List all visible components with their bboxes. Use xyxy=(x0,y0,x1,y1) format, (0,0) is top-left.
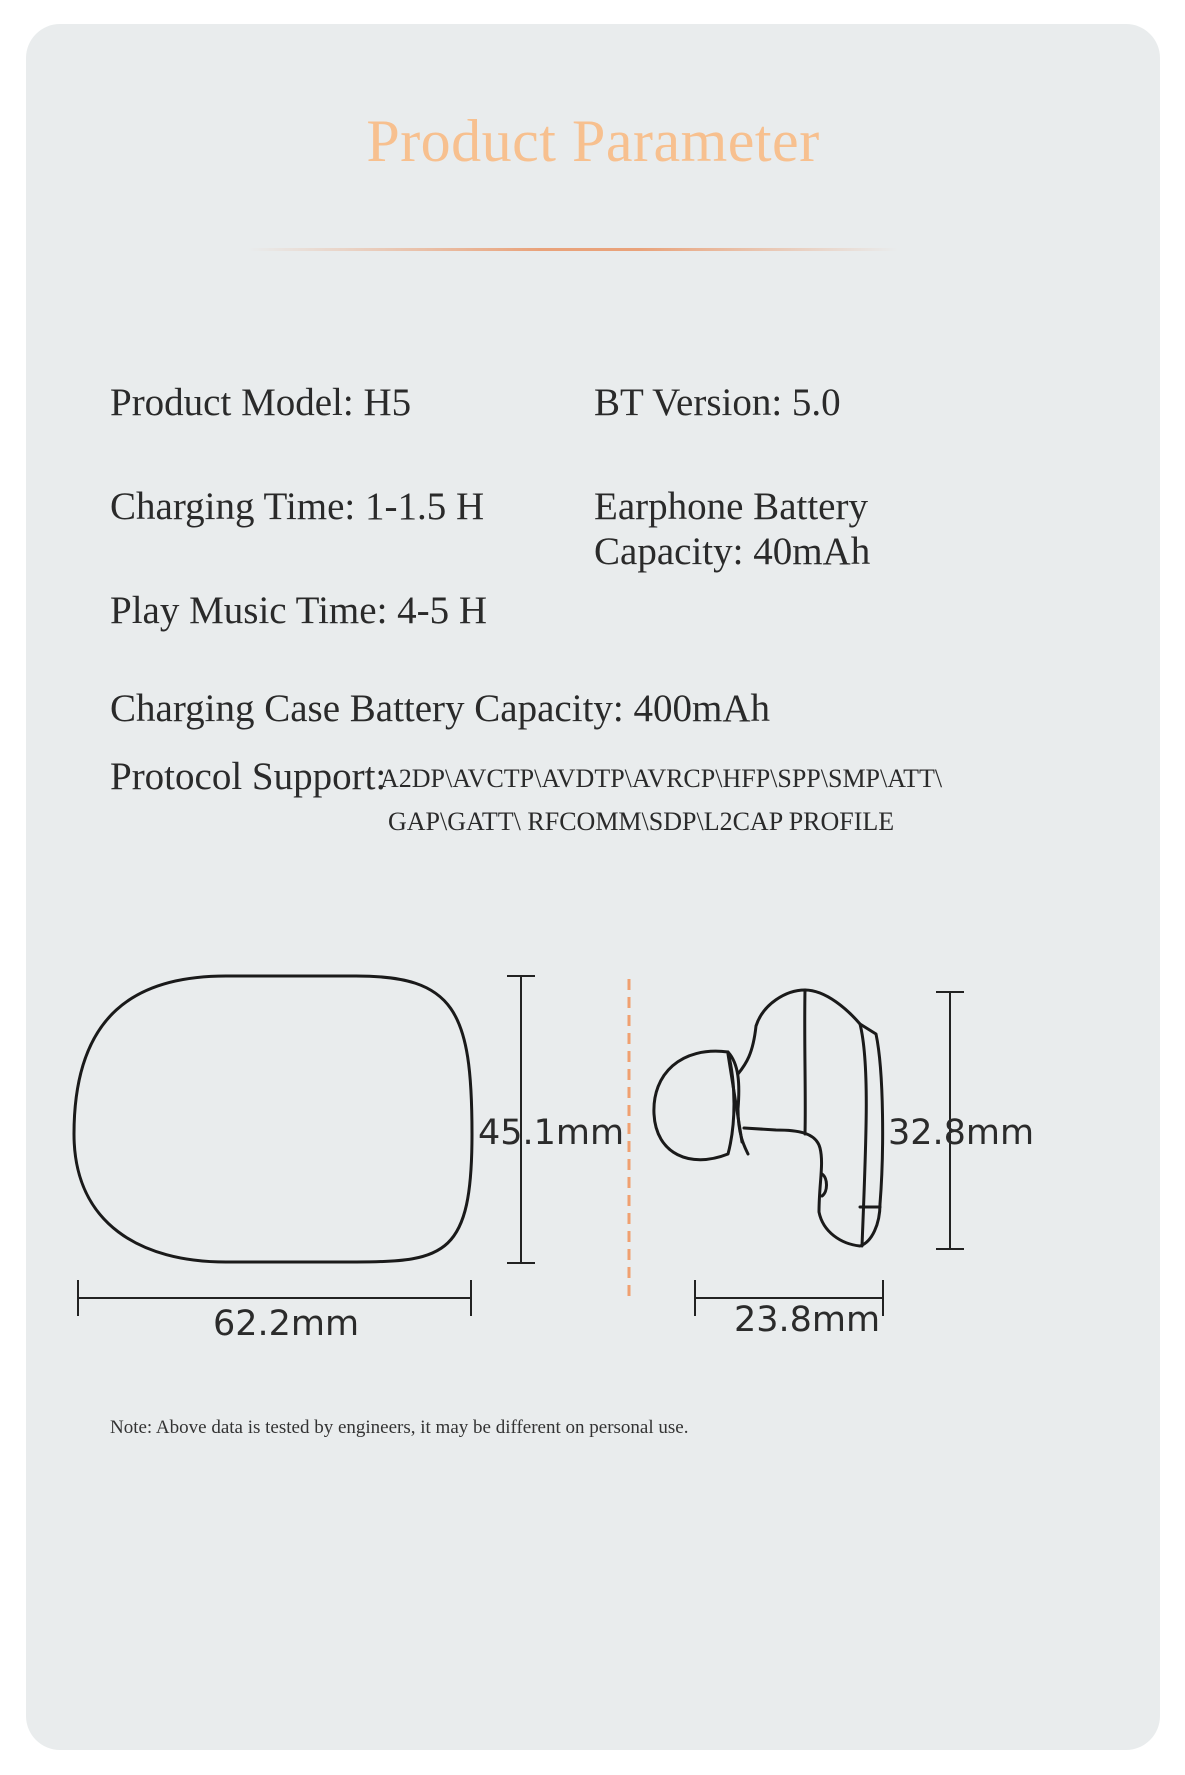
charging-case-outline xyxy=(74,976,472,1262)
earbud-outline xyxy=(654,990,883,1246)
dimension-drawing xyxy=(26,24,1160,1750)
spec-product-model: Product Model: H5 xyxy=(110,381,412,424)
earbud-height-label: 32.8mm xyxy=(888,1113,1035,1153)
footnote: Note: Above data is tested by engineers, it may be different on personal use. xyxy=(110,1417,689,1438)
case-height-label: 45.1mm xyxy=(478,1113,625,1153)
case-width-label: 62.2mm xyxy=(213,1304,360,1344)
protocol-label: Protocol Support: xyxy=(110,755,387,798)
spec-play-music-time: Play Music Time: 4-5 H xyxy=(110,589,488,632)
spec-earphone-battery-line2: Capacity: 40mAh xyxy=(594,530,871,573)
product-card xyxy=(26,24,1160,1750)
page-title: Product Parameter xyxy=(366,108,820,174)
spec-case-battery: Charging Case Battery Capacity: 400mAh xyxy=(110,687,770,730)
protocol-line1: A2DP\AVCTP\AVDTP\AVRCP\HFP\SPP\SMP\ATT\ xyxy=(380,764,943,793)
earbud-width-label: 23.8mm xyxy=(734,1300,881,1340)
spec-charging-time: Charging Time: 1-1.5 H xyxy=(110,485,485,528)
spec-bt-version: BT Version: 5.0 xyxy=(594,381,841,424)
protocol-line2: GAP\GATT\ RFCOMM\SDP\L2CAP PROFILE xyxy=(388,807,895,836)
spec-earphone-battery-line1: Earphone Battery xyxy=(594,485,868,528)
